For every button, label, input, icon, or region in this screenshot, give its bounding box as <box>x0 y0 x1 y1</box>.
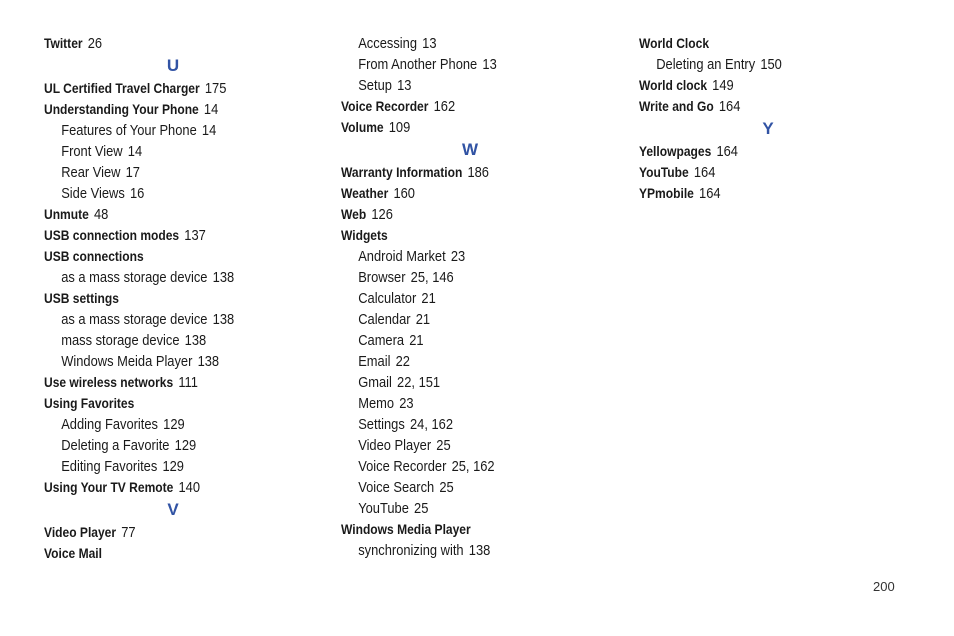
index-subentry <box>44 351 285 372</box>
index-subentry <box>341 33 582 54</box>
index-page-ref: 164 <box>718 98 741 115</box>
index-subentry <box>44 456 285 477</box>
index-term: Using Your TV Remote <box>44 479 174 495</box>
index-entry <box>44 99 285 120</box>
index-subentry <box>341 498 582 519</box>
index-entry <box>341 204 582 225</box>
index-term: Front View <box>61 143 123 160</box>
index-page-ref: 17 <box>125 164 140 181</box>
index-page-ref: 25 <box>439 479 454 496</box>
index-page-ref: 14 <box>127 143 143 160</box>
index-term: Voice Recorder <box>341 98 429 114</box>
index-subentry <box>44 141 285 162</box>
index-page-ref: 164 <box>693 164 716 181</box>
index-entry <box>44 246 285 267</box>
index-term: Gmail <box>358 374 392 391</box>
index-page-ref: 162 <box>433 98 456 115</box>
index-term: Write and Go <box>639 98 714 114</box>
index-column-1 <box>44 33 324 564</box>
index-subentry <box>341 393 582 414</box>
section-letter: U <box>166 56 180 75</box>
index-term: Video Player <box>358 437 432 454</box>
index-term: Deleting an Entry <box>656 56 756 73</box>
index-term: Settings <box>358 416 405 433</box>
index-term: Rear View <box>61 164 121 181</box>
index-subentry <box>341 75 582 96</box>
index-subentry <box>341 267 582 288</box>
index-page-ref: 14 <box>203 101 219 118</box>
index-term: Features of Your Phone <box>61 122 197 139</box>
index-page-ref: 138 <box>197 353 220 370</box>
index-term: Browser <box>358 269 406 286</box>
index-term: Setup <box>358 77 392 94</box>
section-letter: W <box>461 140 479 159</box>
index-page-ref: 22 <box>395 353 410 370</box>
index-entry <box>639 75 880 96</box>
index-page-ref: 164 <box>699 185 721 202</box>
index-entry <box>44 33 285 54</box>
index-entry <box>44 372 285 393</box>
index-entry <box>639 162 880 183</box>
index-term: From Another Phone <box>358 56 478 73</box>
index-term: mass storage device <box>61 332 180 349</box>
index-subentry <box>44 309 285 330</box>
index-entry <box>44 288 285 309</box>
index-subentry <box>44 330 285 351</box>
index-page-ref: 48 <box>93 206 109 223</box>
index-page-ref: 150 <box>760 56 782 73</box>
index-term: Side Views <box>61 185 125 202</box>
index-subentry <box>341 435 582 456</box>
index-page-ref: 23 <box>399 395 414 412</box>
index-term: Editing Favorites <box>61 458 158 475</box>
index-term: Volume <box>341 119 384 135</box>
index-subentry <box>44 435 285 456</box>
index-subentry <box>341 372 582 393</box>
index-term: Voice Mail <box>44 545 102 561</box>
index-page-ref: 25 <box>414 500 429 517</box>
index-term: UL Certified Travel Charger <box>44 80 200 96</box>
index-entry <box>639 141 880 162</box>
index-entry <box>341 519 582 540</box>
index-page-ref: 21 <box>409 332 424 349</box>
index-page-ref: 109 <box>388 119 411 136</box>
index-page-ref: 140 <box>178 479 201 496</box>
index-page-ref: 21 <box>421 290 436 307</box>
index-entry <box>639 96 880 117</box>
index-subentry <box>341 54 582 75</box>
index-entry <box>44 78 285 99</box>
index-entry <box>44 393 285 414</box>
index-term: Camera <box>358 332 405 349</box>
index-term: Calculator <box>358 290 417 307</box>
index-subentry <box>341 351 582 372</box>
index-subentry <box>341 414 582 435</box>
section-letter: Y <box>762 119 774 138</box>
index-term: YouTube <box>358 500 409 517</box>
index-term: YouTube <box>639 164 689 180</box>
index-term: Adding Favorites <box>61 416 159 433</box>
page-number: 200 <box>873 579 895 594</box>
index-page-ref: 22, 151 <box>397 374 441 391</box>
index-term: YPmobile <box>639 185 694 201</box>
index-page-ref: 23 <box>450 248 466 265</box>
index-page-ref: 129 <box>162 458 184 475</box>
index-entry <box>341 117 582 138</box>
index-page-ref: 160 <box>393 185 415 202</box>
index-term: Calendar <box>358 311 411 328</box>
index-term: Web <box>341 206 367 222</box>
index-term: Using Favorites <box>44 395 135 411</box>
index-page-ref: 186 <box>467 164 489 181</box>
index-page-ref: 129 <box>163 416 185 433</box>
index-term: Deleting a Favorite <box>61 437 170 454</box>
index-page-ref: 129 <box>174 437 197 454</box>
index-term: Weather <box>341 185 389 201</box>
index-page-ref: 13 <box>422 35 437 52</box>
index-term: as a mass storage device <box>61 311 208 328</box>
index-term: Windows Media Player <box>341 521 471 537</box>
index-page-ref: 13 <box>482 56 497 73</box>
index-subentry <box>639 54 880 75</box>
index-term: Voice Search <box>358 479 435 496</box>
index-page-ref: 126 <box>371 206 393 223</box>
index-term: Windows Meida Player <box>61 353 193 370</box>
index-term: World clock <box>639 77 708 93</box>
index-page-ref: 26 <box>87 35 103 52</box>
index-page-ref: 16 <box>129 185 145 202</box>
index-page-ref: 24, 162 <box>409 416 454 433</box>
index-subentry <box>341 288 582 309</box>
index-term: Email <box>358 353 391 370</box>
index-term: Use wireless networks <box>44 374 174 390</box>
section-letter: V <box>167 500 179 519</box>
index-page-ref: 77 <box>121 524 136 541</box>
index-page-ref: 137 <box>184 227 206 244</box>
index-term: Voice Recorder <box>358 458 447 475</box>
index-term: World Clock <box>639 35 710 51</box>
index-term: Warranty Information <box>341 164 463 180</box>
index-subentry <box>341 540 582 561</box>
index-column-2 <box>341 33 621 561</box>
index-term: Video Player <box>44 524 117 540</box>
index-term: Accessing <box>358 35 418 52</box>
index-page-ref: 25, 162 <box>451 458 495 475</box>
index-page-ref: 21 <box>415 311 431 328</box>
index-entry <box>341 162 582 183</box>
index-entry <box>639 33 880 54</box>
index-term: USB connections <box>44 248 144 264</box>
index-column-3 <box>639 33 919 204</box>
index-page-ref: 164 <box>716 143 738 160</box>
index-page-ref: 138 <box>468 542 491 559</box>
index-term: Yellowpages <box>639 143 712 159</box>
index-entry <box>44 543 285 564</box>
index-page-ref: 25 <box>436 437 451 454</box>
index-page-ref: 14 <box>201 122 217 139</box>
index-entry <box>341 183 582 204</box>
index-subentry <box>44 267 285 288</box>
index-page-ref: 149 <box>712 77 734 94</box>
index-term: Unmute <box>44 206 89 222</box>
index-page-ref: 138 <box>184 332 207 349</box>
index-entry <box>44 477 285 498</box>
index-term: Memo <box>358 395 395 412</box>
index-subentry <box>341 456 582 477</box>
index-term: Widgets <box>341 227 388 243</box>
index-subentry <box>44 162 285 183</box>
index-page-ref: 111 <box>178 374 198 391</box>
index-subentry <box>341 246 582 267</box>
index-page-ref: 138 <box>212 311 235 328</box>
index-entry <box>44 204 285 225</box>
index-subentry <box>341 477 582 498</box>
index-subentry <box>341 309 582 330</box>
index-subentry <box>44 414 285 435</box>
index-subentry <box>44 120 285 141</box>
index-entry <box>44 522 285 543</box>
index-term: USB connection modes <box>44 227 180 243</box>
index-entry <box>341 96 582 117</box>
index-subentry <box>44 183 285 204</box>
index-page-ref: 13 <box>397 77 412 94</box>
index-term: Understanding Your Phone <box>44 101 199 117</box>
index-page-ref: 138 <box>212 269 235 286</box>
index-term: USB settings <box>44 290 119 306</box>
index-entry <box>639 183 880 204</box>
index-term: as a mass storage device <box>61 269 208 286</box>
index-page-ref: 25, 146 <box>410 269 454 286</box>
index-subentry <box>341 330 582 351</box>
index-term: Twitter <box>44 35 83 51</box>
index-entry <box>341 225 582 246</box>
index-term: synchronizing with <box>358 542 464 559</box>
index-page-ref: 175 <box>204 80 227 97</box>
index-entry <box>44 225 285 246</box>
index-term: Android Market <box>358 248 446 265</box>
